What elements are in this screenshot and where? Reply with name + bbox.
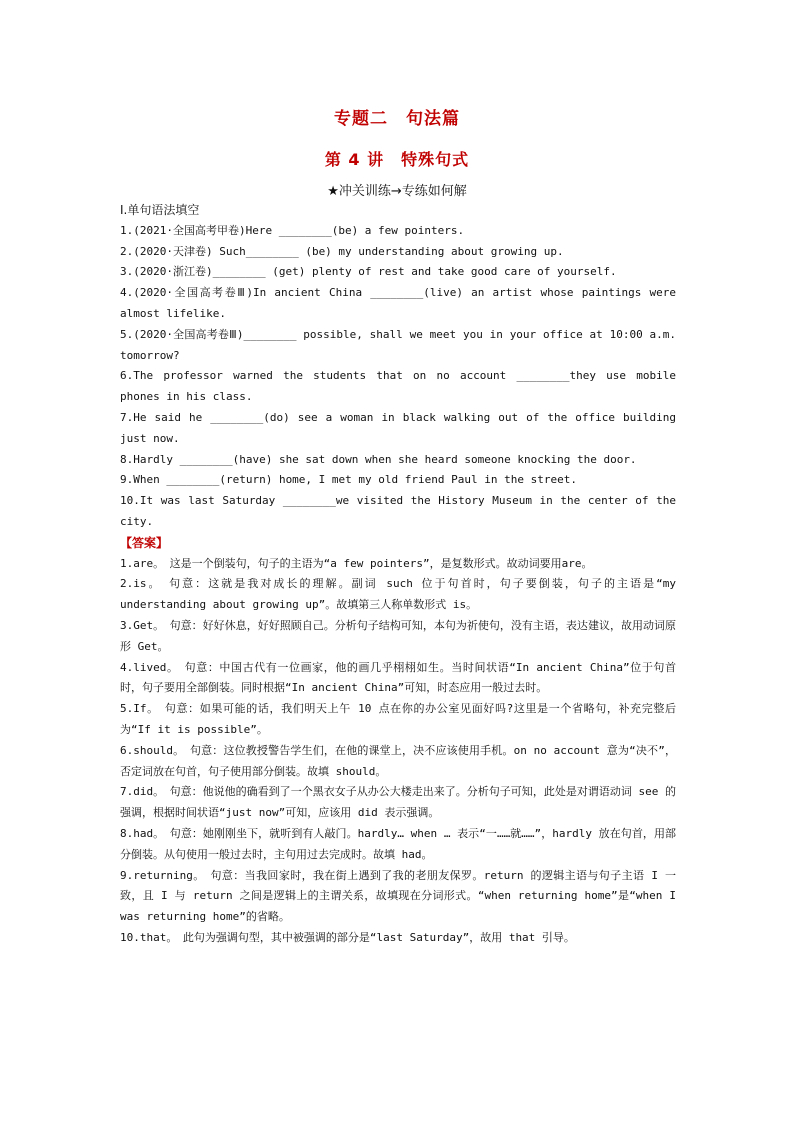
answer-item: 10.that。 此句为强调句型，其中被强调的部分是“last Saturday”，故用 that 引导。: [120, 930, 575, 944]
answer-item: 6.should。 句意：这位教授警告学生们，在他的课堂上，决不应该使用手机。on no account 意为“决不”，否定词放在句首，句子使用部分倒装。故填 should。: [120, 743, 676, 778]
answer-item: 9.returning。 句意：当我回家时，我在街上遇到了我的老朋友保罗。return 的逻辑主语与句子主语 I 一致，且 I 与 return 之间是逻辑上的主谓关系，故填现在分词形式。“when returning home”是“when I was returning home”的省略。: [120, 868, 676, 924]
question-item: 3.(2020·浙江卷)________ (get) plenty of rest and take good care of yourself.: [120, 265, 617, 279]
answer-item: 4.lived。 句意：中国古代有一位画家，他的画几乎栩栩如生。当时间状语“In ancient China”位于句首时，句子要用全部倒装。同时根据“In ancient China”可知，时态应用一般过去时。: [120, 660, 676, 695]
answer-item: 5.If。 句意：如果可能的话，我们明天上午 10 点在你的办公室见面好吗?这里是一个省略句，补充完整后为“If it is possible”。: [120, 702, 676, 736]
page-subtitle: ★冲关训练→专练如何解: [327, 184, 467, 199]
question-item: 6.The professor warned the students that on no account ________they use mobile phones in his class.: [120, 369, 676, 404]
question-item: 4.(2020·全国高考卷Ⅲ)In ancient China ________(live) an artist whose paintings were almost lifelike.: [120, 286, 676, 320]
answer-item: 7.did。 句意：他说他的确看到了一个黑衣女子从办公大楼走出来了。分析句子可知，此处是对谓语动词 see 的强调，根据时间状语“just now”可知，应该用 did 表示强调。: [120, 785, 676, 820]
question-item: 9.When ________(return) home, I met my old friend Paul in the street.: [120, 473, 577, 487]
exercise-content: [120, 200, 676, 949]
section-heading: Ⅰ.单句语法填空: [120, 203, 200, 217]
answer-item: 8.had。 句意：她刚刚坐下，就听到有人敲门。hardly… when … 表示“一……就……”，hardly 放在句首，用部分倒装。从句使用一般过去时，主句用过去完成时。故填 had。: [120, 826, 676, 861]
question-item: 5.(2020·全国高考卷Ⅲ)________ possible, shall we meet you in your office at 10:00 a.m. tomorrow?: [120, 327, 676, 362]
question-item: 1.(2021·全国高考甲卷)Here ________(be) a few pointers.: [120, 223, 465, 237]
question-item: 8.Hardly ________(have) she sat down when she heard someone knocking the door.: [120, 452, 637, 466]
page-title: 专题二 句法篇: [334, 109, 460, 129]
answers-heading: 【答案】: [120, 535, 169, 550]
answer-item: 2.is。 句意：这就是我对成长的理解。副词 such 位于句首时，句子要倒装，句子的主语是“my understanding about growing up”。故填第三人称单数形式 is。: [120, 577, 676, 612]
question-item: 2.(2020·天津卷) Such________ (be) my understanding about growing up.: [120, 244, 564, 258]
question-item: 10.It was last Saturday ________we visited the History Museum in the center of the city.: [120, 494, 676, 528]
lecture-title: 第 4 讲 特殊句式: [324, 150, 470, 169]
answer-item: 1.are。 这是一个倒装句，句子的主语为“a few pointers”，是复数形式。故动词要用are。: [120, 556, 593, 570]
question-item: 7.He said he ________(do) see a woman in black walking out of the office building just now.: [120, 410, 676, 445]
answer-item: 3.Get。 句意：好好休息，好好照顾自己。分析句子结构可知，本句为祈使句，没有主语，表达建议，故用动词原形 Get。: [120, 618, 676, 653]
